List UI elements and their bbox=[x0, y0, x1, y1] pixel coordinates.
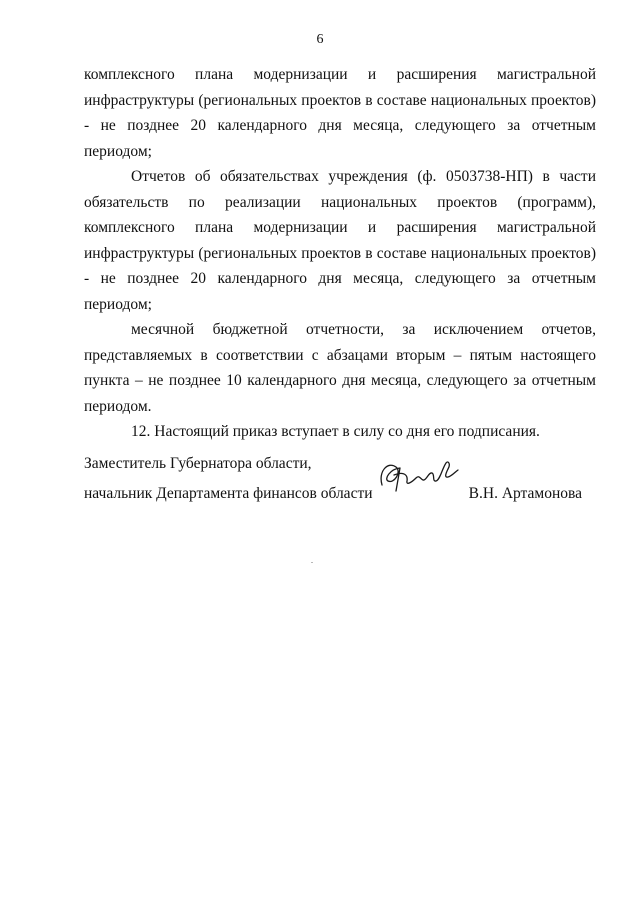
signature-block bbox=[84, 449, 596, 509]
document-body bbox=[84, 62, 596, 445]
signatory-position-line-2: начальник Департамента финансов области bbox=[84, 485, 373, 502]
scan-speck bbox=[311, 562, 313, 563]
page-number: 6 bbox=[316, 32, 324, 47]
paragraph-1: комплексного плана модернизации и расширения магистральной инфраструктуры (региональных проектов в составе национальных проектов) - не позднее 20 календарного дня месяца, следующего за отчетным периодом; bbox=[84, 66, 596, 160]
signatory-name: В.Н. Артамонова bbox=[468, 485, 582, 502]
signatory-position-line-1: Заместитель Губернатора области, bbox=[84, 455, 312, 472]
paragraph-3: месячной бюджетной отчетности, за исключением отчетов, представляемых в соответствии с абзацами вторым – пятым настоящего пункта – не позднее 10 календарного дня месяца, следующего за отчетным периодом. bbox=[84, 321, 596, 415]
paragraph-2: Отчетов об обязательствах учреждения (ф. 0503738-НП) в части обязательств по реализации национальных проектов (программ), комплексного плана модернизации и расширения магистральной инфраструктуры (региональных проектов в составе национальных проектов) - не позднее 20 календарного дня месяца, следующего за отчетным периодом; bbox=[84, 168, 596, 313]
paragraph-4: 12. Настоящий приказ вступает в силу со дня его подписания. bbox=[131, 423, 540, 440]
handwritten-signature bbox=[374, 451, 460, 499]
